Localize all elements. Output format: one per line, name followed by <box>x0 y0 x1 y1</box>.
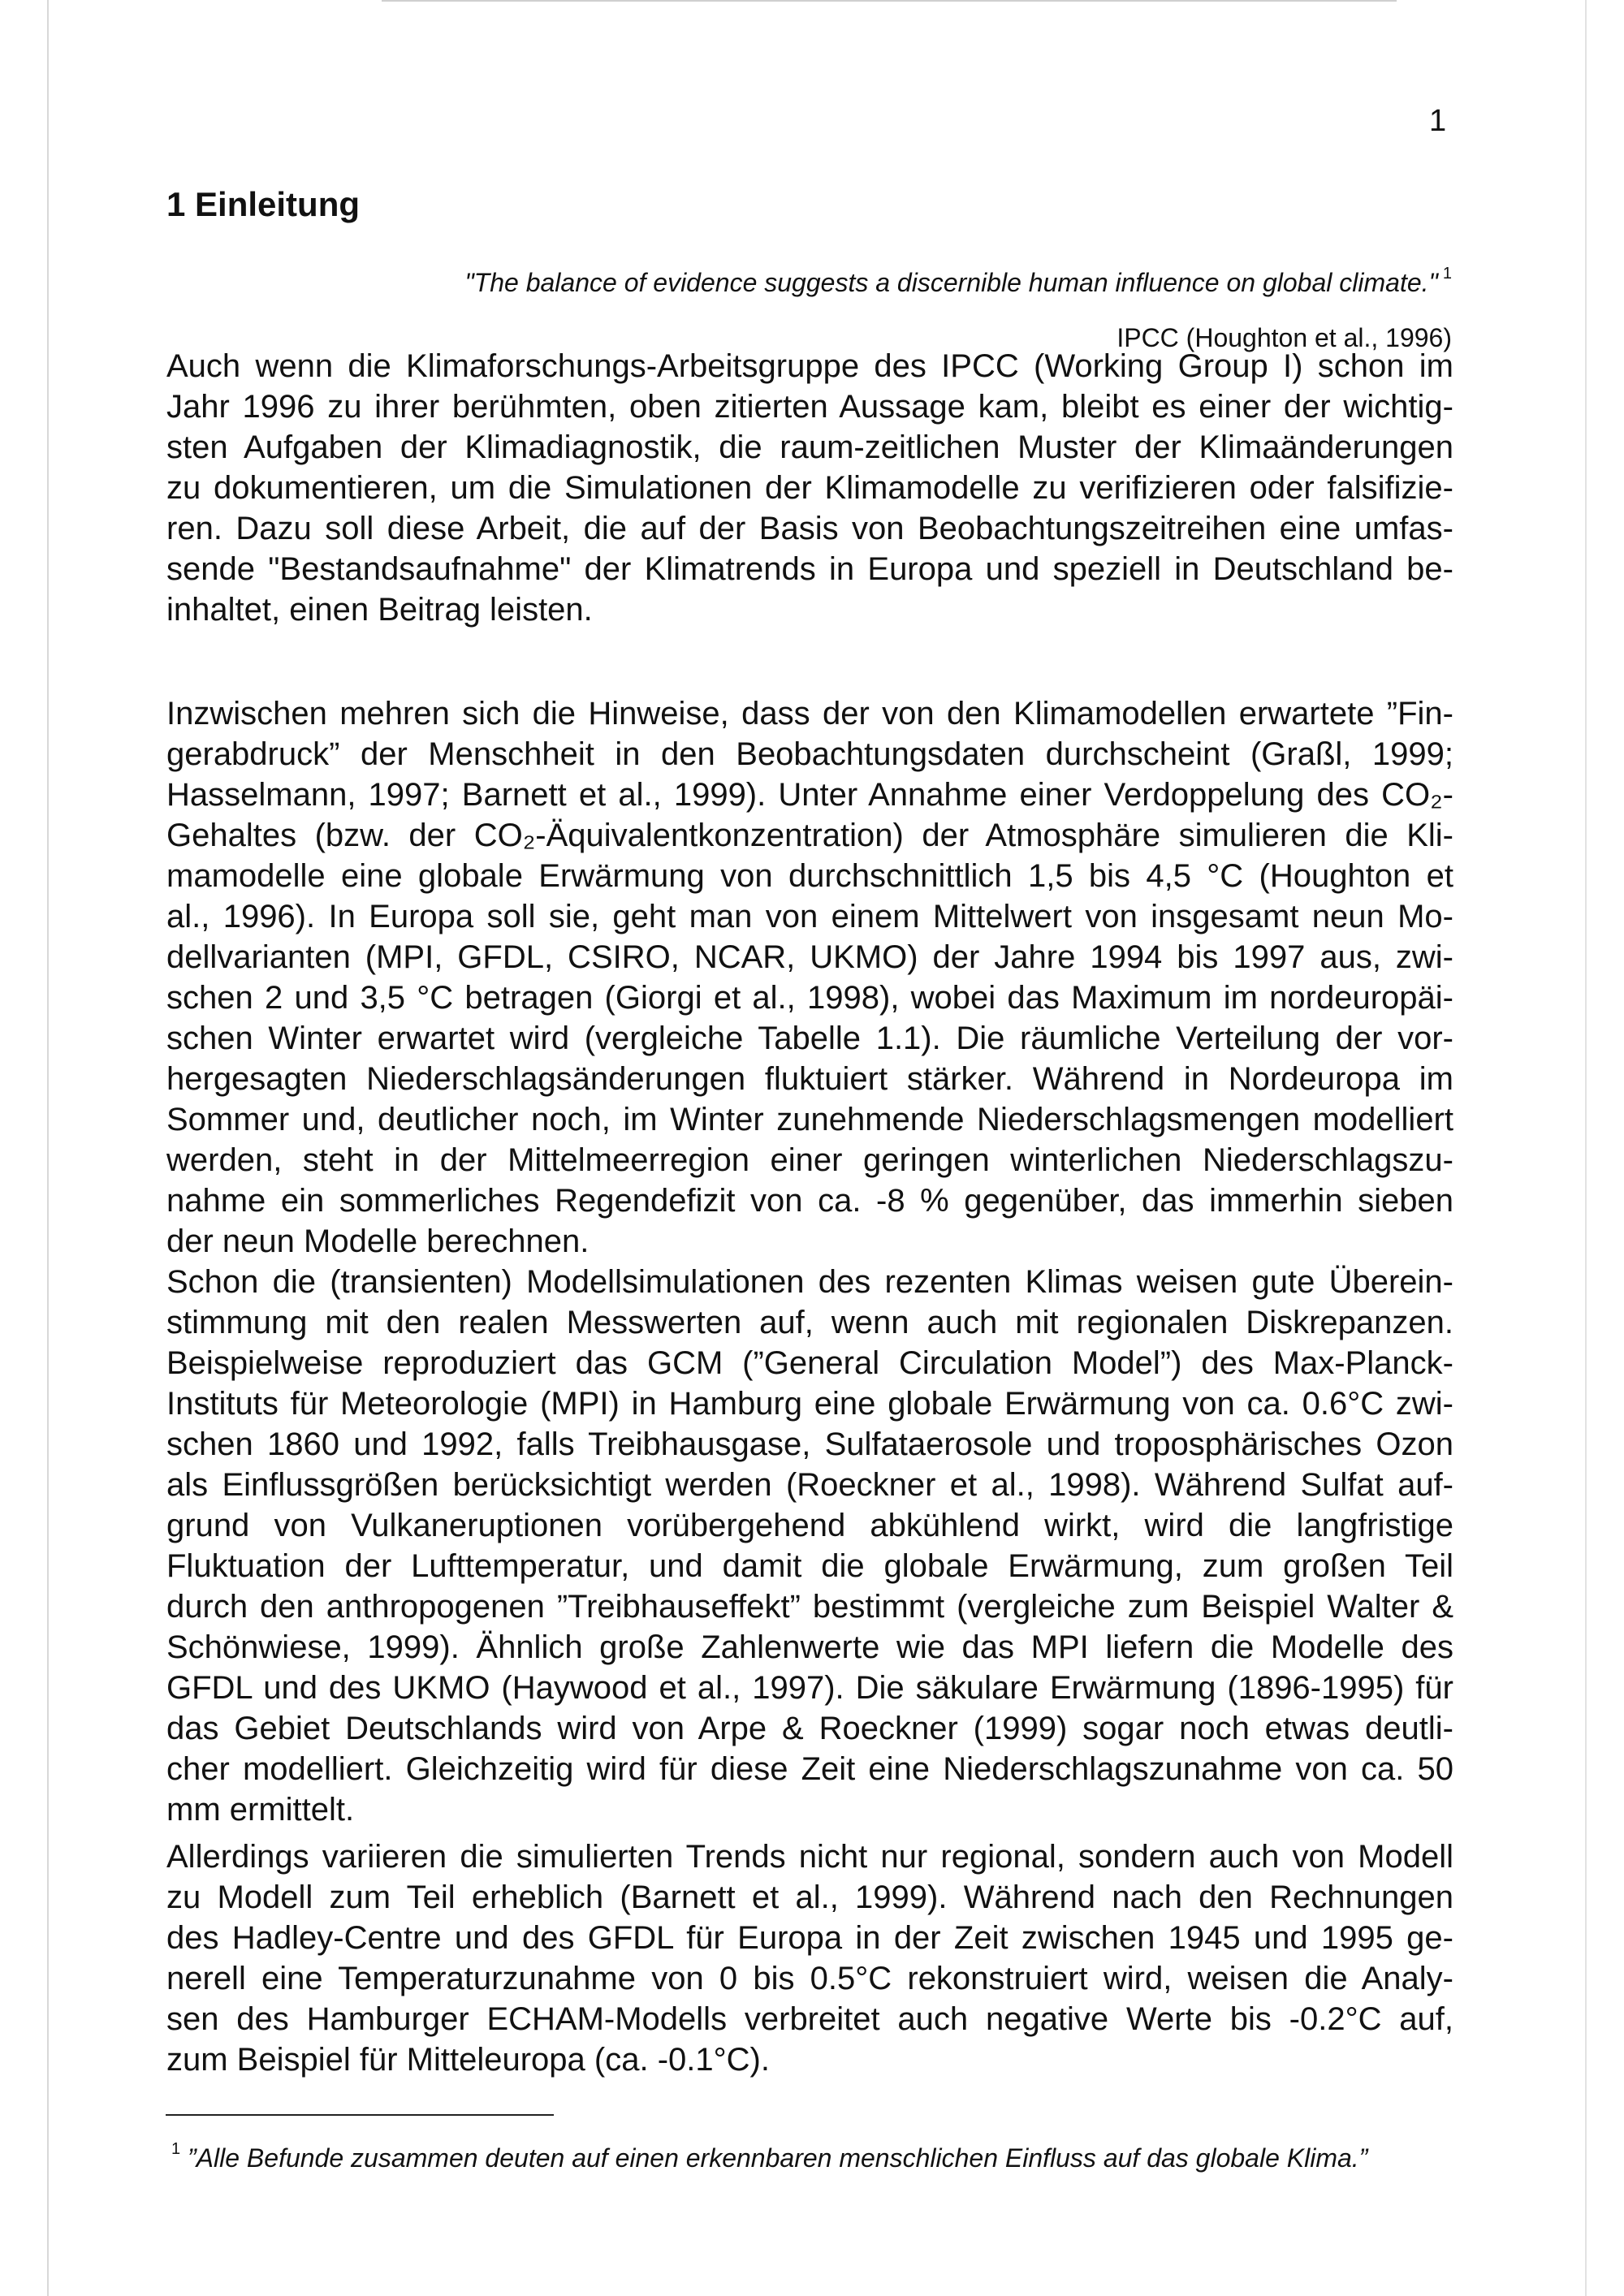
text-line: durch den anthropogenen ”Treibhauseffekt” bestimmt (vergleiche zum Beispiel Walter & <box>166 1589 1453 1625</box>
text-line: Instituts für Meteorologie (MPI) in Hamburg eine globale Erwärmung von ca. 0.6°C zwi- <box>166 1386 1453 1422</box>
text-line: al., 1996). In Europa soll sie, geht man von einem Mittelwert von insgesamt neun Mo- <box>166 899 1453 934</box>
page-number: 1 <box>1429 104 1447 138</box>
text-line: cher modelliert. Gleichzeitig wird für diese Zeit eine Niederschlagszunahme von ca. 50 <box>166 1751 1453 1787</box>
text-line: schen Winter erwartet wird (vergleiche Tabelle 1.1). Die räumliche Verteilung der vor- <box>166 1021 1453 1056</box>
text-line: hergesagten Niederschlagsänderungen fluktuiert stärker. Während in Nordeuropa im <box>166 1061 1453 1097</box>
scan-edge-left <box>47 0 49 2296</box>
text-line: sen des Hamburger ECHAM-Modells verbreitet auch negative Werte bis -0.2°C auf, <box>166 2001 1453 2037</box>
footnote-separator <box>166 2114 554 2116</box>
text-line: zum Beispiel für Mitteleuropa (ca. -0.1°C). <box>166 2042 770 2078</box>
footnote-reference[interactable]: 1 <box>1442 265 1452 283</box>
epigraph-attribution: IPCC (Houghton et al., 1996) <box>1116 323 1452 352</box>
text-line: schen 2 und 3,5 °C betragen (Giorgi et al., 1998), wobei das Maximum im nordeuropäi- <box>166 980 1453 1016</box>
text-line: Schon die (transienten) Modellsimulationen des rezenten Klimas weisen gute Überein- <box>166 1264 1453 1300</box>
scan-edge-top <box>382 0 1397 2</box>
text-line: schen 1860 und 1992, falls Treibhausgase, Sulfataerosole und troposphärisches Ozon <box>166 1426 1453 1462</box>
text-line: Inzwischen mehren sich die Hinweise, dass der von den Klimamodellen erwartete ”Fin- <box>166 696 1453 732</box>
text-line: Jahr 1996 zu ihrer berühmten, oben zitierten Aussage kam, bleibt es einer der wichtig- <box>166 389 1453 425</box>
text-line: werden, steht in der Mittelmeerregion einer geringen winterlichen Niederschlagszu- <box>166 1142 1453 1178</box>
epigraph-text: "The balance of evidence suggests a discernible human influence on global climate." <box>464 268 1438 297</box>
text-line: Beispielweise reproduziert das GCM (”General Circulation Model”) des Max-Planck- <box>166 1345 1453 1381</box>
text-line: der neun Modelle berechnen. <box>166 1224 590 1259</box>
footnote-text: ”Alle Befunde zusammen deuten auf einen erkennbaren menschlichen Einfluss auf das globale Klima.” <box>188 2143 1368 2173</box>
text-line: stimmung mit den realen Messwerten auf, wenn auch mit regionalen Diskrepanzen. <box>166 1305 1453 1340</box>
text-line: inhaltet, einen Beitrag leisten. <box>166 592 593 628</box>
text-line: das Gebiet Deutschlands wird von Arpe & Roeckner (1999) sogar noch etwas deutli- <box>166 1711 1453 1746</box>
text-line: sende "Bestandsaufnahme" der Klimatrends in Europa und speziell in Deutschland be- <box>166 551 1453 587</box>
text-line: zu Modell zum Teil erheblich (Barnett et al., 1999). Während nach den Rechnungen <box>166 1880 1453 1915</box>
paragraph-4 <box>166 1836 1453 2080</box>
footnote-mark: 1 <box>171 2140 181 2158</box>
footnote <box>166 2140 1368 2173</box>
text-line: Sommer und, deutlicher noch, im Winter zunehmende Niederschlagsmengen modelliert <box>166 1102 1453 1137</box>
text-line: Hasselmann, 1997; Barnett et al., 1999). Unter Annahme einer Verdoppelung des CO₂- <box>166 777 1453 813</box>
text-line: Auch wenn die Klimaforschungs-Arbeitsgruppe des IPCC (Working Group I) schon im <box>166 348 1453 384</box>
text-line: Schönwiese, 1999). Ähnlich große Zahlenwerte wie das MPI liefern die Modelle des <box>166 1629 1453 1665</box>
text-line: GFDL und des UKMO (Haywood et al., 1997). Die säkulare Erwärmung (1896-1995) für <box>166 1670 1453 1706</box>
text-line: als Einflussgrößen berücksichtigt werden (Roeckner et al., 1998). Während Sulfat auf- <box>166 1467 1453 1503</box>
text-line: Allerdings variieren die simulierten Trends nicht nur regional, sondern auch von Modell <box>166 1839 1453 1875</box>
text-line: nerell eine Temperaturzunahme von 0 bis 0.5°C rekonstruiert wird, weisen die Analy- <box>166 1961 1453 1996</box>
chapter-heading: 1 Einleitung <box>166 185 361 223</box>
text-line: dellvarianten (MPI, GFDL, CSIRO, NCAR, UKMO) der Jahre 1994 bis 1997 aus, zwi- <box>166 939 1453 975</box>
text-line: sten Aufgaben der Klimadiagnostik, die raum-zeitlichen Muster der Klimaänderungen <box>166 429 1453 465</box>
text-line: mm ermittelt. <box>166 1792 355 1828</box>
text-line: des Hadley-Centre und des GFDL für Europa in der Zeit zwischen 1945 und 1995 ge- <box>166 1920 1453 1956</box>
epigraph-quote <box>464 265 1452 298</box>
text-line: Fluktuation der Lufttemperatur, und damit die globale Erwärmung, zum großen Teil <box>166 1548 1453 1584</box>
paragraph-2 <box>166 693 1453 1262</box>
paragraph-1 <box>166 346 1453 630</box>
text-line: zu dokumentieren, um die Simulationen der Klimamodelle zu verifizieren oder falsifizie- <box>166 470 1453 506</box>
text-line: nahme ein sommerliches Regendefizit von ca. -8 % gegenüber, das immerhin sieben <box>166 1183 1453 1219</box>
text-line: mamodelle eine globale Erwärmung von durchschnittlich 1,5 bis 4,5 °C (Houghton et <box>166 858 1453 894</box>
text-line: grund von Vulkaneruptionen vorübergehend abkühlend wirkt, wird die langfristige <box>166 1508 1453 1543</box>
text-line: ren. Dazu soll diese Arbeit, die auf der Basis von Beobachtungszeitreihen eine umfas- <box>166 511 1453 546</box>
text-line: Gehaltes (bzw. der CO₂-Äquivalentkonzentration) der Atmosphäre simulieren die Kli- <box>166 818 1453 853</box>
scan-edge-right <box>1585 0 1587 2296</box>
text-line: gerabdruck” der Menschheit in den Beobachtungsdaten durchscheint (Graßl, 1999; <box>166 736 1453 772</box>
paragraph-3 <box>166 1262 1453 1830</box>
